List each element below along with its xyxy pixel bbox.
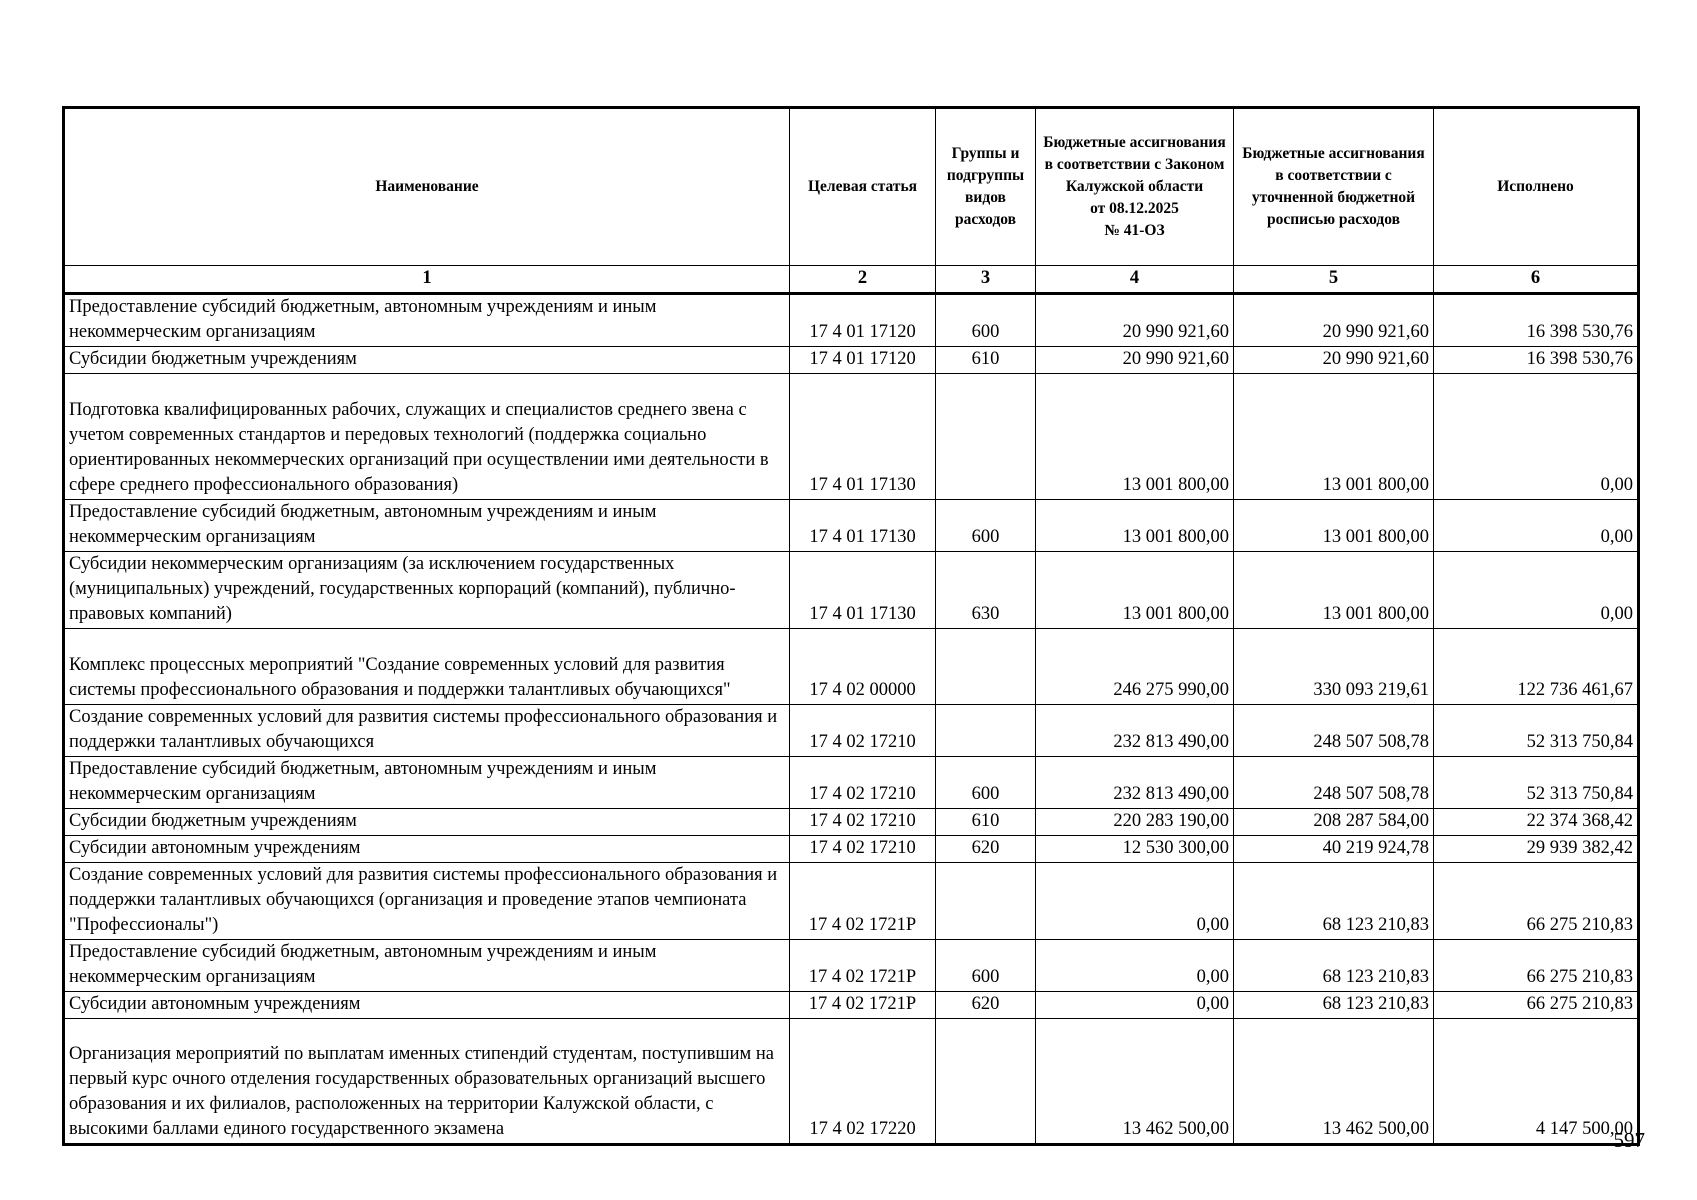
row-executed-amount: 122 736 461,67 xyxy=(1434,629,1639,705)
table-row xyxy=(64,500,1639,552)
column-number: 3 xyxy=(936,266,1036,294)
row-expense-group xyxy=(936,374,1036,500)
row-name: Субсидии автономным учреждениям xyxy=(64,836,790,863)
header-law-allocations-line2: от 08.12.2025 xyxy=(1090,200,1179,217)
row-executed-amount: 66 275 210,83 xyxy=(1434,863,1639,940)
row-target-article: 17 4 01 17130 xyxy=(790,552,936,629)
row-executed-amount: 4 147 500,00 xyxy=(1434,1019,1639,1145)
header-executed: Исполнено xyxy=(1434,108,1639,266)
row-law-amount: 232 813 490,00 xyxy=(1036,705,1234,757)
table-row xyxy=(64,374,1639,500)
row-law-amount: 20 990 921,60 xyxy=(1036,294,1234,347)
row-target-article: 17 4 02 1721Р xyxy=(790,992,936,1019)
row-plan-amount: 248 507 508,78 xyxy=(1234,757,1434,809)
row-executed-amount: 0,00 xyxy=(1434,500,1639,552)
header-name: Наименование xyxy=(64,108,790,266)
row-target-article: 17 4 01 17130 xyxy=(790,500,936,552)
row-law-amount: 12 530 300,00 xyxy=(1036,836,1234,863)
row-target-article: 17 4 02 1721Р xyxy=(790,940,936,992)
row-plan-amount: 68 123 210,83 xyxy=(1234,992,1434,1019)
row-plan-amount: 330 093 219,61 xyxy=(1234,629,1434,705)
header-law-allocations-line3: № 41-ОЗ xyxy=(1104,222,1165,239)
row-law-amount: 20 990 921,60 xyxy=(1036,347,1234,374)
header-expense-groups: Группы и подгруппы видов расходов xyxy=(936,108,1036,266)
row-executed-amount: 16 398 530,76 xyxy=(1434,347,1639,374)
row-name: Субсидии некоммерческим организациям (за исключением государственных (муниципальных) учреждений, государственных корпораций (компаний), публично-правовых компаний) xyxy=(64,552,790,629)
row-plan-amount: 68 123 210,83 xyxy=(1234,863,1434,940)
row-name: Предоставление субсидий бюджетным, автономным учреждениям и иным некоммерческим организациям xyxy=(64,500,790,552)
row-expense-group: 600 xyxy=(936,500,1036,552)
table-row xyxy=(64,809,1639,836)
row-law-amount: 13 001 800,00 xyxy=(1036,500,1234,552)
row-target-article: 17 4 01 17120 xyxy=(790,347,936,374)
page-number: 597 xyxy=(1613,1128,1645,1152)
row-plan-amount: 20 990 921,60 xyxy=(1234,347,1434,374)
table-row xyxy=(64,294,1639,347)
row-executed-amount: 66 275 210,83 xyxy=(1434,992,1639,1019)
table-row xyxy=(64,940,1639,992)
row-name: Субсидии автономным учреждениям xyxy=(64,992,790,1019)
table-row xyxy=(64,992,1639,1019)
header-law-allocations xyxy=(1036,108,1234,266)
row-name: Создание современных условий для развития системы профессионального образования и поддержки талантливых обучающихся xyxy=(64,705,790,757)
row-target-article: 17 4 02 00000 xyxy=(790,629,936,705)
row-expense-group xyxy=(936,1019,1036,1145)
row-expense-group: 620 xyxy=(936,836,1036,863)
table-row xyxy=(64,552,1639,629)
row-target-article: 17 4 01 17120 xyxy=(790,294,936,347)
column-number: 5 xyxy=(1234,266,1434,294)
column-number: 1 xyxy=(64,266,790,294)
table-row xyxy=(64,836,1639,863)
row-executed-amount: 52 313 750,84 xyxy=(1434,757,1639,809)
row-plan-amount: 13 462 500,00 xyxy=(1234,1019,1434,1145)
row-expense-group: 610 xyxy=(936,809,1036,836)
row-target-article: 17 4 02 17210 xyxy=(790,757,936,809)
table-row xyxy=(64,863,1639,940)
column-number-row xyxy=(64,266,1639,294)
row-law-amount: 220 283 190,00 xyxy=(1036,809,1234,836)
column-number: 6 xyxy=(1434,266,1639,294)
header-target-article: Целевая статья xyxy=(790,108,936,266)
table-row xyxy=(64,1019,1639,1145)
row-law-amount: 13 001 800,00 xyxy=(1036,374,1234,500)
row-expense-group: 610 xyxy=(936,347,1036,374)
table-row xyxy=(64,347,1639,374)
row-law-amount: 232 813 490,00 xyxy=(1036,757,1234,809)
row-plan-amount: 208 287 584,00 xyxy=(1234,809,1434,836)
row-name: Предоставление субсидий бюджетным, автономным учреждениям и иным некоммерческим организациям xyxy=(64,757,790,809)
row-expense-group xyxy=(936,629,1036,705)
row-law-amount: 13 462 500,00 xyxy=(1036,1019,1234,1145)
row-law-amount: 13 001 800,00 xyxy=(1036,552,1234,629)
header-plan-allocations: Бюджетные ассигнования в соответствии с уточненной бюджетной росписью расходов xyxy=(1234,108,1434,266)
row-plan-amount: 13 001 800,00 xyxy=(1234,374,1434,500)
column-number: 4 xyxy=(1036,266,1234,294)
row-expense-group: 600 xyxy=(936,757,1036,809)
column-number: 2 xyxy=(790,266,936,294)
row-plan-amount: 40 219 924,78 xyxy=(1234,836,1434,863)
row-executed-amount: 52 313 750,84 xyxy=(1434,705,1639,757)
row-target-article: 17 4 02 17220 xyxy=(790,1019,936,1145)
header-law-allocations-line1: Бюджетные ассигнования в соответствии с Законом Калужской области xyxy=(1043,134,1226,195)
row-expense-group: 620 xyxy=(936,992,1036,1019)
row-name: Комплекс процессных мероприятий "Создание современных условий для развития системы профессионального образования и поддержки талантливых обучающихся" xyxy=(64,629,790,705)
row-name: Подготовка квалифицированных рабочих, служащих и специалистов среднего звена с учетом современных стандартов и передовых технологий (поддержка социально ориентированных некоммерческих организаций при осуществлении ими деятельности в сфере среднего профессионального образования) xyxy=(64,374,790,500)
row-expense-group xyxy=(936,705,1036,757)
row-plan-amount: 13 001 800,00 xyxy=(1234,552,1434,629)
row-target-article: 17 4 01 17130 xyxy=(790,374,936,500)
row-name: Создание современных условий для развития системы профессионального образования и поддержки талантливых обучающихся (организация и проведение этапов чемпионата "Профессионалы") xyxy=(64,863,790,940)
row-law-amount: 0,00 xyxy=(1036,992,1234,1019)
row-target-article: 17 4 02 17210 xyxy=(790,705,936,757)
row-name: Субсидии бюджетным учреждениям xyxy=(64,809,790,836)
row-plan-amount: 13 001 800,00 xyxy=(1234,500,1434,552)
row-name: Субсидии бюджетным учреждениям xyxy=(64,347,790,374)
budget-table xyxy=(62,106,1640,1146)
row-expense-group: 600 xyxy=(936,940,1036,992)
row-law-amount: 0,00 xyxy=(1036,863,1234,940)
row-executed-amount: 0,00 xyxy=(1434,374,1639,500)
row-executed-amount: 0,00 xyxy=(1434,552,1639,629)
table-header-row xyxy=(64,108,1639,266)
row-target-article: 17 4 02 17210 xyxy=(790,836,936,863)
row-target-article: 17 4 02 17210 xyxy=(790,809,936,836)
row-name: Предоставление субсидий бюджетным, автономным учреждениям и иным некоммерческим организациям xyxy=(64,294,790,347)
row-executed-amount: 16 398 530,76 xyxy=(1434,294,1639,347)
row-expense-group xyxy=(936,863,1036,940)
row-expense-group: 630 xyxy=(936,552,1036,629)
table-row xyxy=(64,705,1639,757)
row-executed-amount: 29 939 382,42 xyxy=(1434,836,1639,863)
row-expense-group: 600 xyxy=(936,294,1036,347)
row-executed-amount: 22 374 368,42 xyxy=(1434,809,1639,836)
table-row xyxy=(64,757,1639,809)
table-row xyxy=(64,629,1639,705)
row-name: Предоставление субсидий бюджетным, автономным учреждениям и иным некоммерческим организациям xyxy=(64,940,790,992)
row-law-amount: 246 275 990,00 xyxy=(1036,629,1234,705)
row-plan-amount: 20 990 921,60 xyxy=(1234,294,1434,347)
row-plan-amount: 68 123 210,83 xyxy=(1234,940,1434,992)
row-executed-amount: 66 275 210,83 xyxy=(1434,940,1639,992)
row-plan-amount: 248 507 508,78 xyxy=(1234,705,1434,757)
row-law-amount: 0,00 xyxy=(1036,940,1234,992)
row-target-article: 17 4 02 1721Р xyxy=(790,863,936,940)
row-name: Организация мероприятий по выплатам именных стипендий студентам, поступившим на первый курс очного отделения государственных образовательных организаций высшего образования и их филиалов, расположенных на территории Калужской области, с высокими баллами единого государственного экзамена xyxy=(64,1019,790,1145)
